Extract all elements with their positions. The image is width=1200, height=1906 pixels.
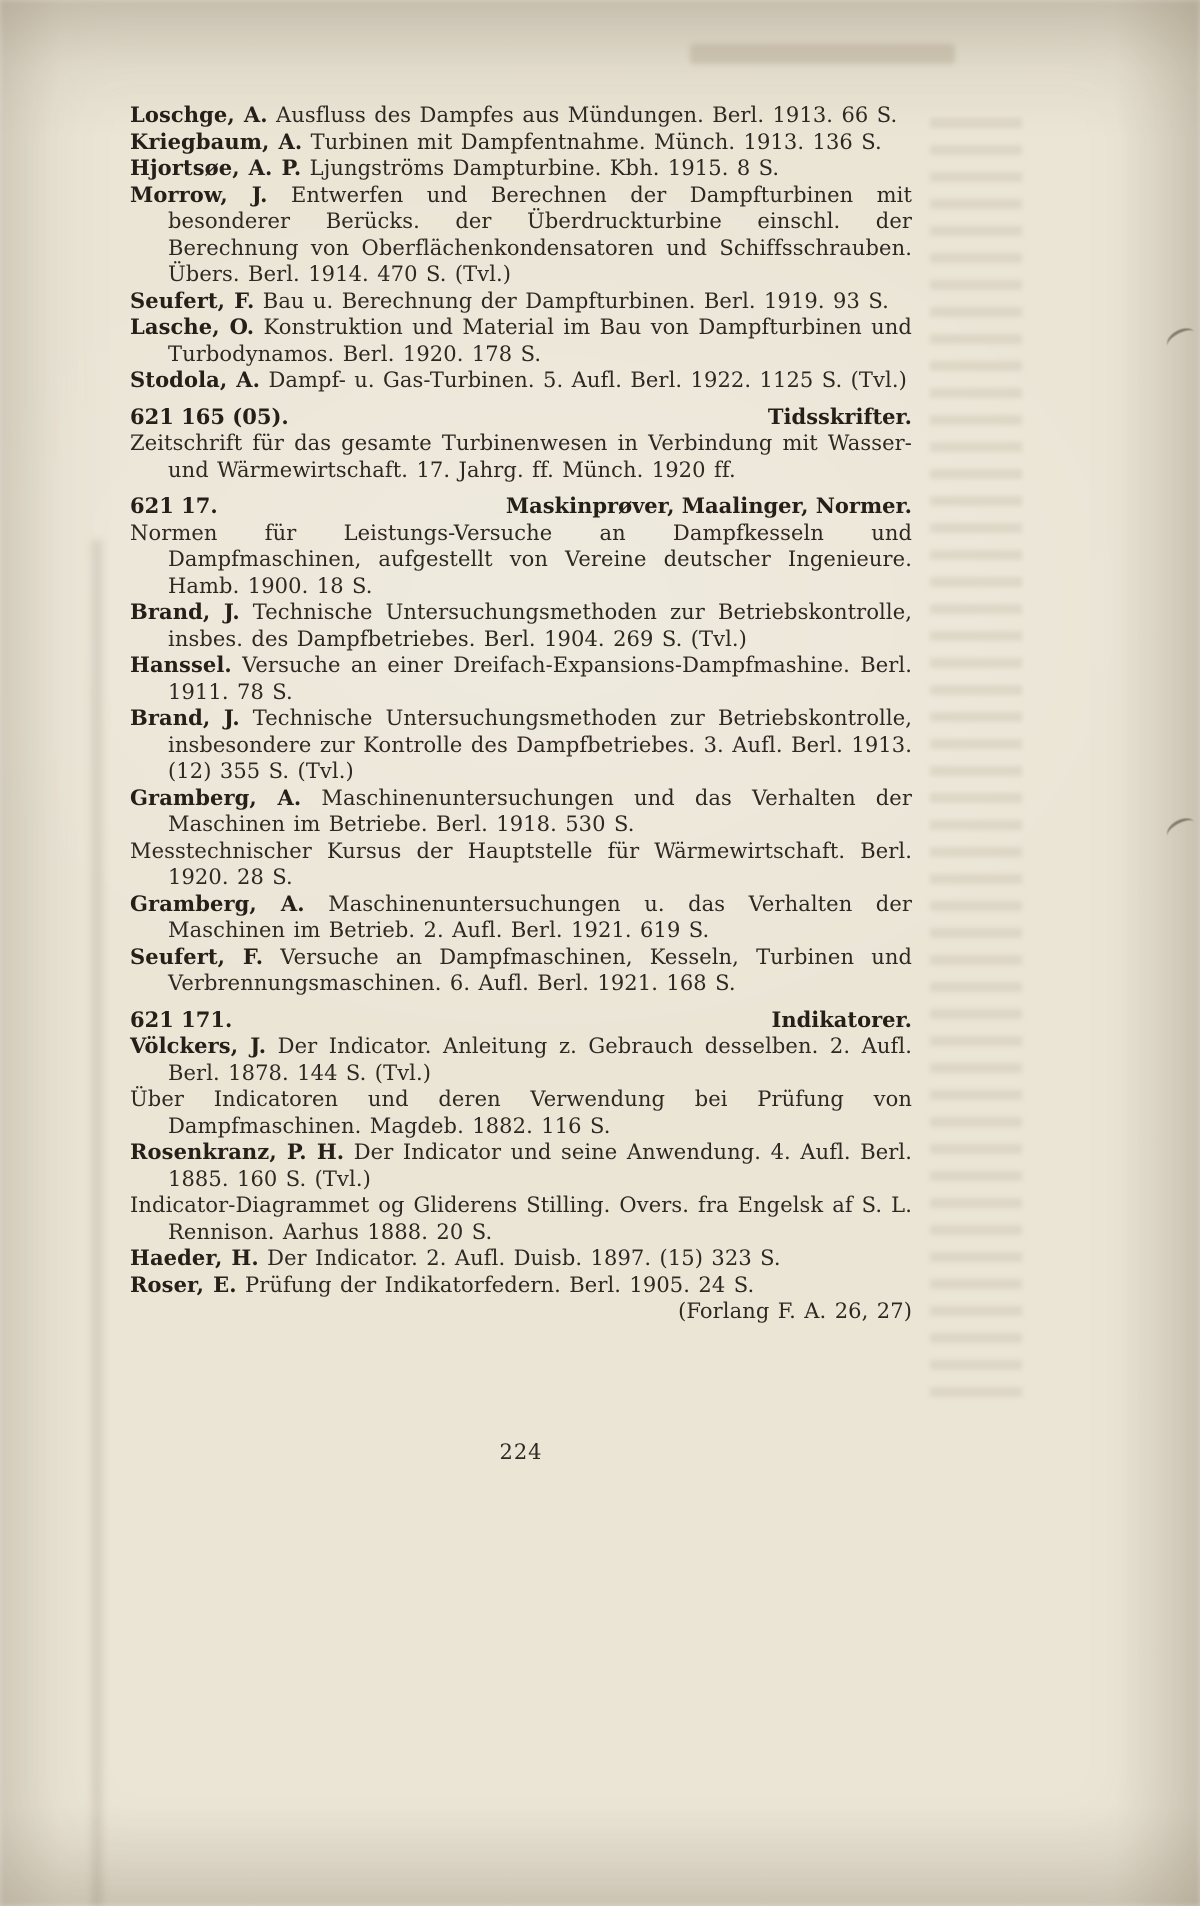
bib-entry-text: Messtechnischer Kursus der Hauptstelle für Wärmewirtschaft. Berl. 1920. 28 S.	[130, 838, 912, 889]
bib-entry-text: (Forlang F. A. 26, 27)	[678, 1299, 912, 1323]
bib-entry	[130, 1139, 912, 1192]
bib-entry-text: Der Indicator und seine Anwendung. 4. Aufl. Berl. 1885. 160 S. (Tvl.)	[168, 1140, 912, 1191]
bib-author: Roser, E.	[130, 1271, 237, 1297]
bib-entry	[130, 430, 912, 483]
section-number: 621 171.	[130, 1006, 233, 1032]
page-number: 224	[499, 1440, 543, 1464]
bib-author: Kriegbaum, A.	[130, 128, 303, 154]
bib-entry-text: Prüfung der Indikatorfedern. Berl. 1905. 24 S.	[245, 1272, 755, 1297]
bib-entry	[130, 652, 912, 705]
bib-entry	[130, 1192, 912, 1245]
bib-entry	[130, 129, 912, 156]
bib-entry-text: Dampf- u. Gas-Turbinen. 5. Aufl. Berl. 1922. 1125 S. (Tvl.)	[268, 368, 907, 392]
section-title: Maskinprøver, Maalinger, Normer.	[505, 493, 912, 518]
bib-entry-text: Konstruktion und Material im Bau von Dampfturbinen und Turbodynamos. Berl. 1920. 178 S.	[168, 315, 912, 366]
bib-entry	[130, 182, 912, 288]
bib-entry-text: Ausfluss des Dampfes aus Mündungen. Berl. 1913. 66 S.	[276, 103, 898, 127]
bib-entry	[130, 155, 912, 182]
binding-shadow	[92, 540, 102, 1906]
page-curl-mark	[1164, 814, 1199, 844]
bib-entry	[130, 288, 912, 315]
section-title: Indikatorer.	[771, 1006, 912, 1032]
bib-entry	[130, 1245, 912, 1272]
bib-entry-text: Entwerfen und Berechnen der Dampfturbinen mit besonderer Berücks. der Überdruckturbine einschl. der Berechnung von Oberflächenkondensatoren und Schiffsschrauben. Übers. Berl. 1914. 470 S. (Tvl.)	[168, 182, 912, 286]
bib-entry	[130, 1033, 912, 1086]
bib-entry-text: Über Indicatoren und deren Verwendung bei Prüfung von Dampfmaschinen. Magdeb. 1882. 116 S.	[130, 1087, 912, 1138]
bib-entry-text: Maschinenuntersuchungen und das Verhalten der Maschinen im Betriebe. Berl. 1918. 530 S.	[168, 785, 912, 836]
bib-entry	[130, 520, 912, 600]
bib-entry	[130, 367, 912, 394]
bib-entry-text: Versuche an einer Dreifach-Expansions-Dampfmashine. Berl. 1911. 78 S.	[168, 653, 912, 704]
bib-entry	[130, 1086, 912, 1139]
bib-author: Brand, J.	[130, 599, 240, 624]
bib-author: Gramberg, A.	[130, 784, 302, 810]
section-number: 621 165 (05).	[130, 403, 289, 429]
bib-author: Hjortsøe, A. P.	[130, 155, 302, 180]
bib-entry-text: Der Indicator. 2. Aufl. Duisb. 1897. (15) 323 S.	[267, 1246, 781, 1270]
bib-entry-text: Technische Untersuchungsmethoden zur Betriebskontrolle, insbesondere zur Kontrolle des Dampfbetriebes. 3. Aufl. Berl. 1913. (12) 355 S. (Tvl.)	[168, 706, 912, 783]
bib-entry-text: Technische Untersuchungsmethoden zur Betriebskontrolle, insbes. des Dampfbetriebes. Berl. 1904. 269 S. (Tvl.)	[168, 600, 912, 651]
bib-entry	[130, 102, 912, 129]
bibliography-text	[130, 102, 912, 1325]
bleed-through-top-text	[690, 44, 955, 64]
bib-entry-text: Zeitschrift für das gesamte Turbinenwesen in Verbindung mit Wasser- und Wärmewirtschaft. 17. Jahrg. ff. Münch. 1920 ff.	[130, 431, 912, 482]
section-title: Tidsskrifter.	[767, 403, 912, 429]
bib-author: Hanssel.	[130, 652, 232, 677]
bib-entry-text: Normen für Leistungs-Versuche an Dampfkesseln und Dampfmaschinen, aufgestellt von Vereine deutscher Ingenieure. Hamb. 1900. 18 S.	[130, 520, 912, 598]
bib-author: Völckers, J.	[130, 1033, 267, 1058]
bib-entry-text: Maschinenuntersuchungen u. das Verhalten der Maschinen im Betrieb. 2. Aufl. Berl. 1921. 619 S.	[168, 891, 912, 942]
bib-author: Haeder, H.	[130, 1245, 259, 1270]
section-heading	[130, 404, 912, 431]
bib-author: Brand, J.	[130, 705, 240, 730]
bib-entry	[130, 705, 912, 785]
section-heading	[130, 493, 912, 520]
forlang-note	[130, 1298, 912, 1325]
bib-author: Gramberg, A.	[130, 890, 305, 916]
bib-author: Rosenkranz, P. H.	[130, 1139, 345, 1164]
bib-entry	[130, 599, 912, 652]
page-curl-mark	[1164, 324, 1199, 354]
bib-entry-text: Versuche an Dampfmaschinen, Kesseln, Turbinen und Verbrennungsmaschinen. 6. Aufl. Berl. 1921. 168 S.	[168, 944, 912, 995]
bib-entry-text: Bau u. Berechnung der Dampfturbinen. Berl. 1919. 93 S.	[262, 288, 889, 313]
section-heading	[130, 1007, 912, 1034]
bib-author: Stodola, A.	[130, 367, 261, 392]
section-number: 621 17.	[130, 493, 218, 518]
bib-author: Seufert, F.	[130, 287, 255, 313]
bib-entry	[130, 1272, 912, 1299]
bib-author: Morrow, J.	[130, 181, 268, 207]
bib-author: Lasche, O.	[130, 314, 255, 339]
bib-author: Seufert, F.	[130, 943, 264, 969]
bib-entry-text: Ljungströms Dampturbine. Kbh. 1915. 8 S.	[309, 156, 780, 180]
bib-entry-text: Der Indicator. Anleitung z. Gebrauch desselben. 2. Aufl. Berl. 1878. 144 S. (Tvl.)	[168, 1034, 912, 1085]
bib-author: Loschge, A.	[130, 102, 268, 127]
bib-entry	[130, 944, 912, 997]
bib-entry	[130, 838, 912, 891]
bleed-through-right-margin	[930, 118, 1022, 1408]
bib-entry-text: Indicator-Diagrammet og Gliderens Stilling. Overs. fra Engelsk af S. L. Rennison. Aarhus 1888. 20 S.	[130, 1193, 912, 1244]
bib-entry	[130, 314, 912, 367]
bib-entry-text: Turbinen mit Dampfentnahme. Münch. 1913. 136 S.	[310, 129, 882, 154]
bib-entry	[130, 785, 912, 838]
bib-entry	[130, 891, 912, 944]
